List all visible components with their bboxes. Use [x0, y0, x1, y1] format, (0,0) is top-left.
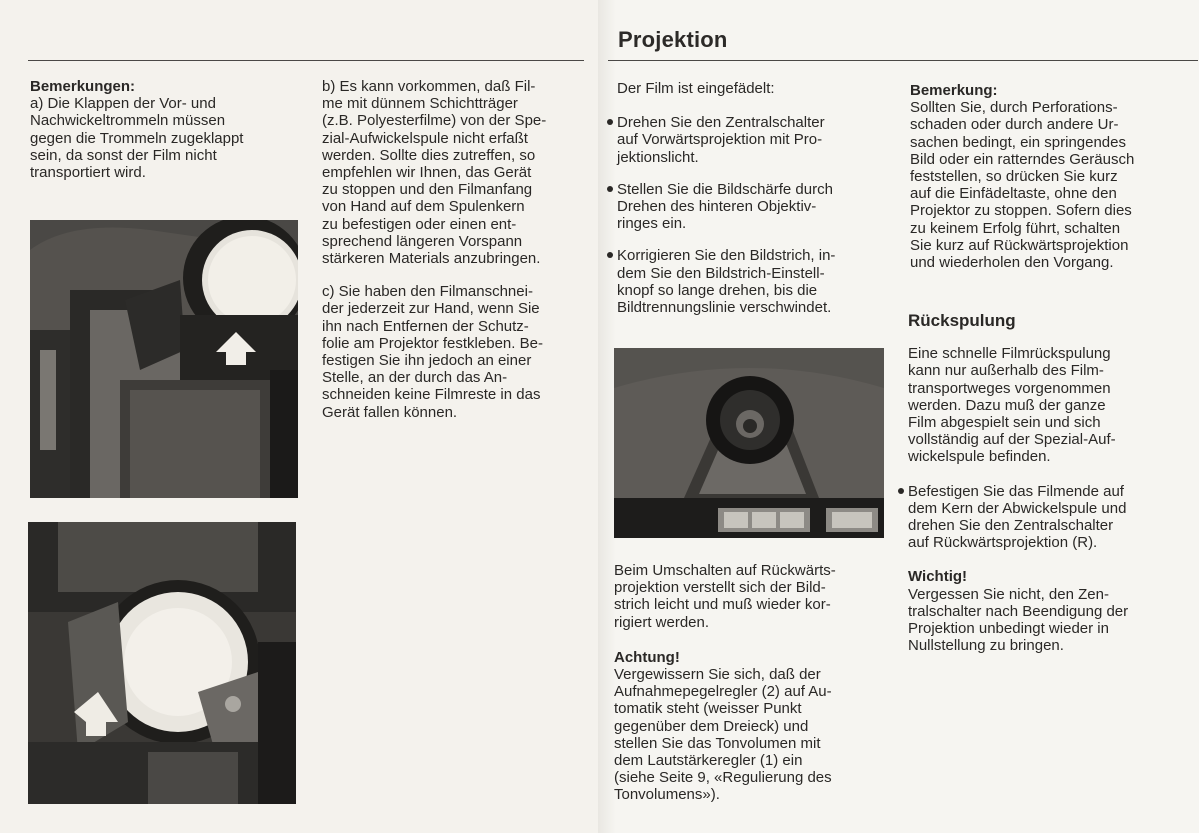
note-b-text: b) Es kann vorkommen, daß Fil- me mit dünnem Schichtträger (z.B. Polyesterfilme) von der Spe- zial-Aufwickelspule nicht erfaßt werden. Sollte dies zutreffen, so empfehlen wir Ihnen, das Gerät zu stoppen und den Filmanfang von Hand auf dem Spulenkern zu befestigen oder einen ent- sprechend längeren Vorspann stärkeren Materials anzubringen.: [322, 78, 547, 268]
reverse-note-text: Beim Umschalten auf Rückwärts- projektion verstellt sich der Bild- strich leicht und muß wieder kor- rigiert werden.: [614, 562, 836, 631]
photo-framing-knob: [614, 348, 884, 538]
bullet-dot-icon: [898, 488, 904, 494]
photo-drum-closed: [30, 220, 298, 498]
reverse-note-block: [614, 562, 886, 804]
bemerkung-text: Sollten Sie, durch Perforations- schaden oder durch andere Ur- sachen bedingt, ein springendes Bild oder ein ratterndes Geräusch feststellen, so drücken Sie kurz auf die Einfädeltaste, ohne den Projektor zu stoppen. Sofern dies zu keinem Erfolg führt, schalten Sie kurz auf Rückwärtsprojektion und wiederholen den Vorgang.: [910, 99, 1135, 272]
rewind-section: [908, 312, 1188, 654]
notes-b-c-block: [322, 78, 588, 421]
threaded-intro: Der Film ist eingefädelt:: [617, 80, 775, 97]
step-bullet: [617, 114, 889, 166]
remarks-block: [30, 78, 300, 181]
remarks-text-a: a) Die Klappen der Vor- und Nachwickeltrommeln müssen gegen die Trommeln zugeklappt sein, da sonst der Film nicht transportiert wird.: [30, 95, 244, 182]
bemerkung-heading: Bemerkung:: [910, 82, 998, 99]
step-text: Drehen Sie den Zentralschalter auf Vorwärtsprojektion mit Pro- jektionslicht.: [617, 114, 825, 166]
photo-drum-open: [28, 522, 296, 804]
achtung-text: Vergewissern Sie sich, daß der Aufnahmepegelregler (2) auf Au- tomatik steht (weisser Punkt gegenüber dem Dreieck) und stellen Sie das Tonvolumen mit dem Lautstärkeregler (1) ein (siehe Seite 9, «Regulierung des Tonvolumens»).: [614, 666, 832, 804]
remark-block: [910, 82, 1186, 271]
rewind-bullet: [908, 483, 1188, 552]
step-bullet: [617, 181, 889, 233]
wichtig-heading: Wichtig!: [908, 568, 968, 586]
step-text: Korrigieren Sie den Bildstrich, in- dem Sie den Bildstrich-Einstell- knopf so lange drehen, bis die Bildtrennungslinie verschwindet.: [617, 247, 836, 317]
step-bullet: [617, 247, 889, 316]
bullet-dot-icon: [607, 186, 613, 192]
wichtig-text: Vergessen Sie nicht, den Zen- tralschalter nach Beendigung der Projektion unbedingt wieder in Nullstellung zu bringen.: [908, 585, 1129, 655]
page-title: Projektion: [618, 27, 728, 52]
right-header-rule: [608, 60, 1198, 61]
projection-steps-block: [617, 80, 889, 316]
remarks-heading: Bemerkungen:: [30, 78, 136, 95]
rewind-bullet-text: Befestigen Sie das Filmende auf dem Kern der Abwickelspule und drehen Sie den Zentralschalter auf Rückwärtsprojektion (R).: [908, 482, 1127, 552]
rueckspulung-text: Eine schnelle Filmrückspulung kann nur außerhalb des Film- transportweges vorgenommen werden. Dazu muß der ganze Film abgespielt sein und sich vollständig auf der Spezial-Auf- wickelspule befinden.: [908, 345, 1116, 466]
left-header-rule: [28, 60, 584, 61]
step-text: Stellen Sie die Bildschärfe durch Drehen des hinteren Objektiv- ringes ein.: [617, 180, 833, 233]
rueckspulung-heading: Rückspulung: [908, 311, 1016, 330]
achtung-heading: Achtung!: [614, 648, 680, 666]
note-c-text: c) Sie haben den Filmanschnei- der jederzeit zur Hand, wenn Sie ihn nach Entfernen der Schutz- folie am Projektor festkleben. Be- festigen Sie ihn jedoch an einer Stelle, an der durch das An- schneiden keine Filmreste in das Gerät fallen können.: [322, 283, 543, 421]
